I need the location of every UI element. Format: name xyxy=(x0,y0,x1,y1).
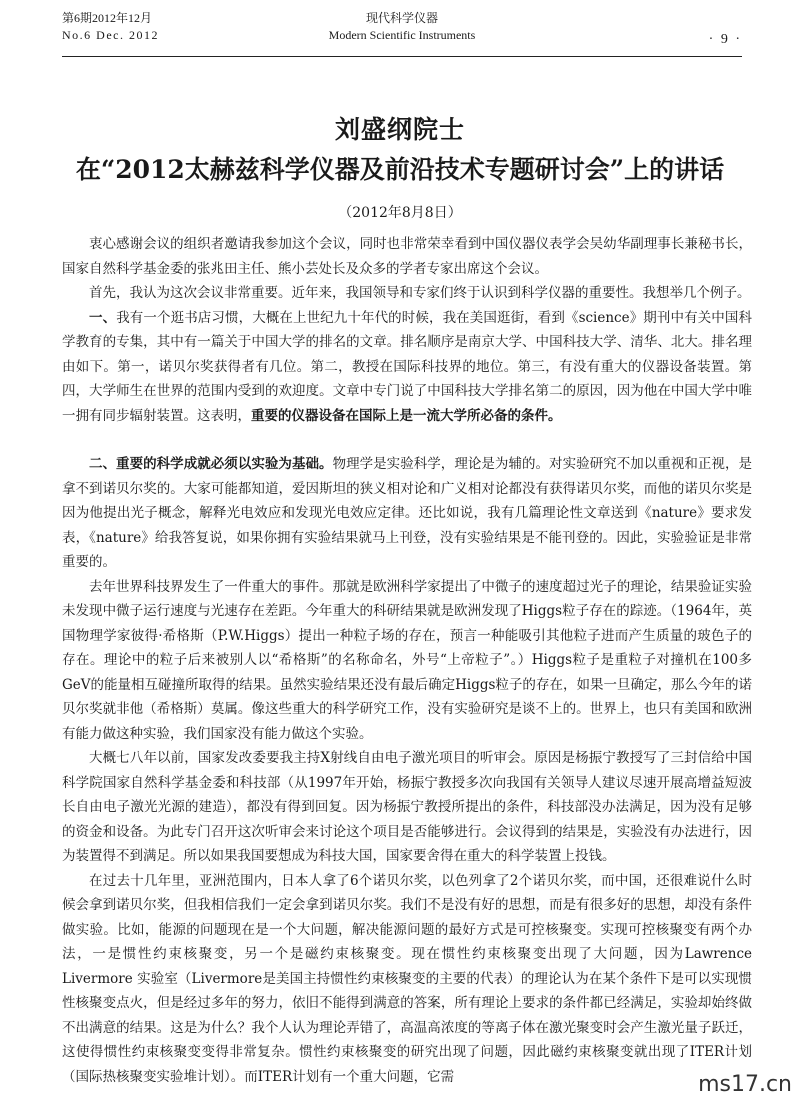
paragraph-4-text: 物理学是实验科学，理论是为辅的。对实验研究不加以重视和正视，是拿不到诺贝尔奖的。大家可能都知道，爱因斯坦的狭义相对论和广义相对论都没有获得诺贝尔奖，而他的诺贝尔奖是因为他提出光子概念，解释光电效应和发现光电效应定律。还比如说，我有几篇理论性文章送到《nature》要求发表，《nature》给我答复说，如果你拥有实验结果就马上刊登，没有实验结果是不能刊登的。因此，实验验证是非常重要的。 xyxy=(62,456,752,570)
title-line-2: 在“2012太赫兹科学仪器及前沿技术专题研讨会”上的讲话 xyxy=(75,155,725,184)
paragraph-4 xyxy=(62,452,752,575)
paragraph-1: 衷心感谢会议的组织者邀请我参加这个会议，同时也非常荣幸看到中国仪器仪表学会吴幼华副理事长兼秘书长，国家自然科学基金委的张兆田主任、熊小芸处长及众多的学者专家出席这个会议。 xyxy=(62,236,752,277)
paragraph-5: 去年世界科技界发生了一件重大的事件。那就是欧洲科学家提出了中微子的速度超过光子的理论，结果验证实验未发现中微子运行速度与光速存在差距。今年重大的科研结果就是欧洲发现了Higgs粒子存在的踪迹。（1964年，英国物理学家彼得·希格斯（P.W.Higgs）提出一种粒子场的存在，预言一种能吸引其他粒子进而产生质量的玻色子的存在。理论中的粒子后来被别人以“希格斯”的名称命名，外号“上帝粒子”。）Higgs粒子是重粒子对撞机在100多GeV的能量相互碰撞所取得的结果。虽然实验结果还没有最后确定Higgs粒子的存在，如果一旦确定，那么今年的诺贝尔奖就非他（希格斯）莫属。像这些重大的科学研究工作，没有实验研究是谈不上的。世界上，也只有美国和欧洲有能力做这种实验，我们国家没有能力做这个实验。 xyxy=(62,578,752,742)
paragraph-2: 首先，我认为这次会议非常重要。近年来，我国领导和专家们终于认识到科学仪器的重要性。我想举几个例子。 xyxy=(89,285,751,301)
journal-name-cn: 现代科学仪器 xyxy=(365,11,438,25)
title-line-1: 刘盛纲院士 xyxy=(334,115,465,144)
journal-name-en: Modern Scientific Instruments xyxy=(328,28,476,42)
paragraph-3 xyxy=(62,306,752,429)
issue-cn: 第6期2012年12月 xyxy=(62,11,153,25)
paragraph-7: 在过去十几年里，亚洲范围内，日本人拿了6个诺贝尔奖，以色列拿了2个诺贝尔奖，而中国，还很难说什么时候会拿到诺贝尔奖，但我相信我们一定会拿到诺贝尔奖。我们不是没有好的思想，而是有很多好的思想，却没有条件做实验。比如，能源的问题现在是一个大问题，解决能源问题的最好方式是可控核聚变。实现可控核聚变有两个办法，一是惯性约束核聚变，另一个是磁约束核聚变。现在惯性约束核聚变出现了大问题，因为Lawrence Livermore 实验室（Livermore是美国主持惯性约束核聚变的主要的代表）的理论认为在某个条件下是可以实现惯性核聚变点火，但是经过多年的努力，依旧不能得到满意的答案，所有理论上要求的条件都已经满足，实验却始终做不出满意的结果。这是为什么？我个人认为理论弄错了，高温高浓度的等离子体在激光聚变时会产生激光量子跃迁，这使得惯性约束核聚变变得非常复杂。惯性约束核聚变的研究出现了问题，因此磁约束核聚变就出现了ITER计划（国际热核聚变实验堆计划）。而ITER计划有一个重大问题，它需 xyxy=(62,872,752,1085)
paragraph-3-text: 我有一个逛书店习惯，大概在上世纪九十年代的时候，我在美国逛街，看到《science》期刊中有关中国科学教育的专集，其中有一篇关于中国大学的排名的文章。排名顺序是南京大学、中国科技大学、清华、北大。排名理由如下。第一，诺贝尔奖获得者有几位。第二，教授在国际科技界的地位。第三，有没有重大的仪器设备装置。第四，大学师生在世界的范围内受到的欢迎度。文章中专门说了中国科技大学排名第二的原因，因为他在中国大学中唯一拥有同步辐射装置。这表明， xyxy=(62,309,752,424)
journal-name xyxy=(62,10,742,44)
paragraph-4-lead: 二、重要的科学成就必须以实验为基础。 xyxy=(89,456,333,472)
paragraph-6: 大概七八年以前，国家发改委要我主持X射线自由电子激光项目的听审会。原因是杨振宁教授写了三封信给中国科学院国家自然科学基金委和科技部（从1997年开始，杨振宁教授多次向我国有关领导人建议尽速开展高增益短波长自由电子激光光源的建造），都没有得到回复。因为杨振宁教授所提出的条件，科技部没办法满足，因为没有足够的资金和设备。为此专门召开这次听审会来讨论这个项目是否能够进行。会议得到的结果是，实验没有办法进行，因为装置得不到满足。所以如果我国要想成为科技大国，国家要舍得在重大的科学装置上投钱。 xyxy=(62,750,752,864)
header-divider xyxy=(62,56,742,57)
watermark-logo: ms17.cn xyxy=(698,1072,792,1097)
issue-en: No.6 Dec. 2012 xyxy=(62,28,159,42)
page-number: · 9 · xyxy=(708,32,742,47)
page-header xyxy=(62,10,742,58)
article-body xyxy=(62,232,752,1089)
speech-date: （2012年8月8日） xyxy=(338,205,462,221)
paragraph-3-conclusion: 重要的仪器设备在国际上是一流大学所必备的条件。 xyxy=(251,407,562,424)
paragraph-3-lead: 一、 xyxy=(89,309,117,326)
